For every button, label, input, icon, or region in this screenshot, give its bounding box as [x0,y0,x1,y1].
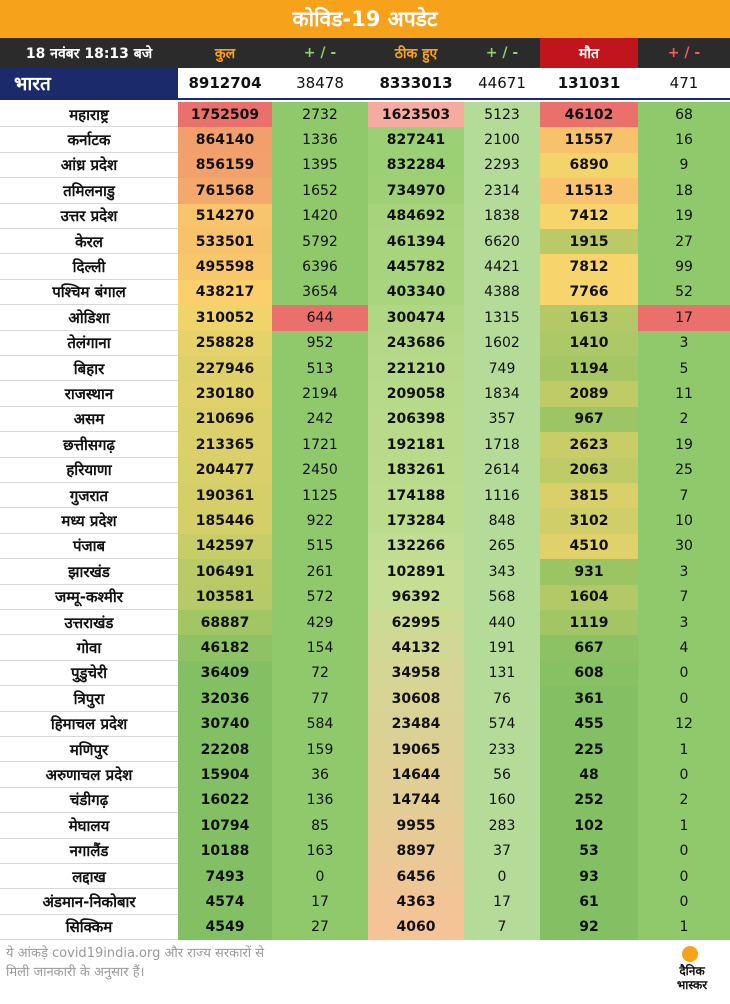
row-8-state-name: पश्चिम बंगाल [0,280,178,305]
row-9-cases-delta: 644 [272,305,368,330]
row-21-cases: 68887 [178,610,272,635]
row-4-deaths-delta: 18 [638,178,730,203]
row-15-deaths: 2063 [540,458,638,483]
row-7-recovered: 445782 [368,254,464,279]
row-17-deaths: 3102 [540,508,638,533]
row-2-state-name: कर्नाटक [0,127,178,152]
row-13-state-name: असम [0,407,178,432]
row-26-state-name: मणिपुर [0,737,178,762]
header-recovered: ठीक हुए [368,38,464,68]
row-17-cases: 185446 [178,508,272,533]
row-20-deaths-delta: 7 [638,585,730,610]
row-2-cases: 864140 [178,127,272,152]
row-4-recovered: 734970 [368,178,464,203]
row-27-deaths: 48 [540,762,638,787]
row-25-state-name: हिमाचल प्रदेश [0,712,178,737]
row-4-deaths: 11513 [540,178,638,203]
row-23-recovered: 34958 [368,661,464,686]
row-17-recovered-delta: 848 [464,508,540,533]
row-21-deaths-delta: 3 [638,610,730,635]
row-3-cases-delta: 1395 [272,153,368,178]
row-17-deaths-delta: 10 [638,508,730,533]
row-27-cases-delta: 36 [272,762,368,787]
row-15-state-name: हरियाणा [0,458,178,483]
row-32-recovered: 4363 [368,889,464,914]
row-10-deaths-delta: 3 [638,331,730,356]
row-25-recovered-delta: 574 [464,712,540,737]
row-10-cases-delta: 952 [272,331,368,356]
row-24-recovered-delta: 76 [464,686,540,711]
row-28-deaths: 252 [540,788,638,813]
brand-name [660,964,724,992]
row-28-deaths-delta: 2 [638,788,730,813]
row-21-cases-delta: 429 [272,610,368,635]
row-32-cases: 4574 [178,889,272,914]
row-5-state-name: उत्तर प्रदेश [0,204,178,229]
covid-table [0,38,730,944]
row-11-recovered: 221210 [368,356,464,381]
row-16-state-name: गुजरात [0,483,178,508]
row-8-cases-delta: 3654 [272,280,368,305]
row-19-deaths: 931 [540,559,638,584]
row-6-recovered: 461394 [368,229,464,254]
row-21-deaths: 1119 [540,610,638,635]
header-recovered-delta: + / - [464,38,540,68]
row-24-recovered: 30608 [368,686,464,711]
row-20-cases: 103581 [178,585,272,610]
source-note [6,944,366,982]
row-32-deaths: 61 [540,889,638,914]
row-30-cases: 10188 [178,839,272,864]
india-deaths-delta: 471 [638,68,730,100]
row-14-recovered: 192181 [368,432,464,457]
row-18-state-name: पंजाब [0,534,178,559]
row-23-deaths: 608 [540,661,638,686]
row-20-recovered-delta: 568 [464,585,540,610]
row-25-deaths-delta: 12 [638,712,730,737]
header-deaths-delta: + / - [638,38,730,68]
row-25-recovered: 23484 [368,712,464,737]
row-16-recovered-delta: 1116 [464,483,540,508]
row-29-cases-delta: 85 [272,813,368,838]
row-22-state-name: गोवा [0,635,178,660]
row-32-cases-delta: 17 [272,889,368,914]
source-note-line-2: मिली जानकारी के अनुसार हैं। [6,965,145,980]
row-14-recovered-delta: 1718 [464,432,540,457]
row-30-recovered-delta: 37 [464,839,540,864]
row-32-recovered-delta: 17 [464,889,540,914]
row-27-cases: 15904 [178,762,272,787]
row-6-deaths-delta: 27 [638,229,730,254]
row-22-recovered-delta: 191 [464,635,540,660]
row-30-state-name: नगालैंड [0,839,178,864]
row-4-state-name: तमिलनाडु [0,178,178,203]
row-1-deaths: 46102 [540,102,638,127]
row-16-cases-delta: 1125 [272,483,368,508]
row-20-deaths: 1604 [540,585,638,610]
row-33-deaths-delta: 1 [638,915,730,940]
row-11-deaths: 1194 [540,356,638,381]
row-14-cases-delta: 1721 [272,432,368,457]
row-26-recovered-delta: 233 [464,737,540,762]
row-10-state-name: तेलंगाना [0,331,178,356]
row-23-deaths-delta: 0 [638,661,730,686]
row-19-recovered-delta: 343 [464,559,540,584]
row-15-deaths-delta: 25 [638,458,730,483]
row-7-recovered-delta: 4421 [464,254,540,279]
row-18-cases: 142597 [178,534,272,559]
row-1-deaths-delta: 68 [638,102,730,127]
row-1-state-name: महाराष्ट्र [0,102,178,127]
row-1-cases: 1752509 [178,102,272,127]
row-23-recovered-delta: 131 [464,661,540,686]
row-1-cases-delta: 2732 [272,102,368,127]
row-15-cases-delta: 2450 [272,458,368,483]
row-19-cases: 106491 [178,559,272,584]
row-29-deaths-delta: 1 [638,813,730,838]
row-5-cases: 514270 [178,204,272,229]
row-4-recovered-delta: 2314 [464,178,540,203]
row-29-cases: 10794 [178,813,272,838]
row-6-state-name: केरल [0,229,178,254]
row-28-cases: 16022 [178,788,272,813]
row-25-cases-delta: 584 [272,712,368,737]
row-6-recovered-delta: 6620 [464,229,540,254]
row-8-cases: 438217 [178,280,272,305]
row-4-cases: 761568 [178,178,272,203]
row-2-cases-delta: 1336 [272,127,368,152]
header-deaths: मौत [540,38,638,68]
row-22-cases: 46182 [178,635,272,660]
row-19-state-name: झारखंड [0,559,178,584]
row-22-deaths-delta: 4 [638,635,730,660]
row-18-deaths: 4510 [540,534,638,559]
row-2-deaths: 11557 [540,127,638,152]
row-26-deaths-delta: 1 [638,737,730,762]
row-29-recovered-delta: 283 [464,813,540,838]
row-11-cases: 227946 [178,356,272,381]
row-29-state-name: मेघालय [0,813,178,838]
row-3-deaths: 6890 [540,153,638,178]
row-24-deaths: 361 [540,686,638,711]
row-27-recovered: 14644 [368,762,464,787]
row-22-deaths: 667 [540,635,638,660]
row-27-deaths-delta: 0 [638,762,730,787]
row-28-cases-delta: 136 [272,788,368,813]
row-8-recovered: 403340 [368,280,464,305]
row-5-deaths: 7412 [540,204,638,229]
row-3-state-name: आंध्र प्रदेश [0,153,178,178]
row-26-recovered: 19065 [368,737,464,762]
row-10-recovered-delta: 1602 [464,331,540,356]
row-28-recovered-delta: 160 [464,788,540,813]
india-recovered: 8333013 [368,68,464,100]
row-5-deaths-delta: 19 [638,204,730,229]
row-31-cases-delta: 0 [272,864,368,889]
row-3-cases: 856159 [178,153,272,178]
brand-line-2: भास्कर [676,978,708,992]
row-7-cases: 495598 [178,254,272,279]
india-cases-delta: 38478 [272,68,368,100]
row-10-cases: 258828 [178,331,272,356]
row-7-deaths-delta: 99 [638,254,730,279]
row-4-cases-delta: 1652 [272,178,368,203]
row-27-recovered-delta: 56 [464,762,540,787]
row-30-recovered: 8897 [368,839,464,864]
row-24-deaths-delta: 0 [638,686,730,711]
row-22-cases-delta: 154 [272,635,368,660]
row-divider [0,939,178,940]
row-25-cases: 30740 [178,712,272,737]
row-15-recovered: 183261 [368,458,464,483]
row-28-state-name: चंडीगढ़ [0,788,178,813]
row-26-cases: 22208 [178,737,272,762]
row-9-deaths: 1613 [540,305,638,330]
row-22-recovered: 44132 [368,635,464,660]
row-8-deaths-delta: 52 [638,280,730,305]
row-20-state-name: जम्मू-कश्मीर [0,585,178,610]
row-19-cases-delta: 261 [272,559,368,584]
row-31-state-name: लद्दाख [0,864,178,889]
row-33-cases: 4549 [178,915,272,940]
row-33-cases-delta: 27 [272,915,368,940]
row-24-cases-delta: 77 [272,686,368,711]
row-17-state-name: मध्य प्रदेश [0,508,178,533]
header-cases: कुल [178,38,272,68]
row-23-state-name: पुडुचेरी [0,661,178,686]
row-7-state-name: दिल्ली [0,254,178,279]
row-13-cases-delta: 242 [272,407,368,432]
row-30-deaths-delta: 0 [638,839,730,864]
row-24-cases: 32036 [178,686,272,711]
row-11-deaths-delta: 5 [638,356,730,381]
row-31-recovered: 6456 [368,864,464,889]
row-18-deaths-delta: 30 [638,534,730,559]
row-26-deaths: 225 [540,737,638,762]
row-2-recovered-delta: 2100 [464,127,540,152]
row-25-deaths: 455 [540,712,638,737]
row-15-cases: 204477 [178,458,272,483]
row-11-recovered-delta: 749 [464,356,540,381]
row-10-deaths: 1410 [540,331,638,356]
row-17-recovered: 173284 [368,508,464,533]
row-33-recovered: 4060 [368,915,464,940]
row-2-recovered: 827241 [368,127,464,152]
india-name: भारत [0,68,178,100]
row-9-recovered: 300474 [368,305,464,330]
row-24-state-name: त्रिपुरा [0,686,178,711]
row-18-recovered-delta: 265 [464,534,540,559]
row-9-recovered-delta: 1315 [464,305,540,330]
row-33-recovered-delta: 7 [464,915,540,940]
row-16-recovered: 174188 [368,483,464,508]
row-16-cases: 190361 [178,483,272,508]
row-21-recovered: 62995 [368,610,464,635]
row-30-cases-delta: 163 [272,839,368,864]
row-6-deaths: 1915 [540,229,638,254]
row-32-deaths-delta: 0 [638,889,730,914]
row-15-recovered-delta: 2614 [464,458,540,483]
row-8-deaths: 7766 [540,280,638,305]
row-6-cases: 533501 [178,229,272,254]
row-17-cases-delta: 922 [272,508,368,533]
row-30-deaths: 53 [540,839,638,864]
row-1-recovered: 1623503 [368,102,464,127]
row-26-cases-delta: 159 [272,737,368,762]
row-31-deaths-delta: 0 [638,864,730,889]
row-6-cases-delta: 5792 [272,229,368,254]
row-14-state-name: छत्तीसगढ़ [0,432,178,457]
row-12-recovered-delta: 1834 [464,381,540,406]
row-19-recovered: 102891 [368,559,464,584]
brand-logo [660,946,724,1000]
page-title: कोविड-19 अपडेट [0,0,730,38]
row-18-recovered: 132266 [368,534,464,559]
row-13-recovered: 206398 [368,407,464,432]
row-21-state-name: उत्तराखंड [0,610,178,635]
row-7-deaths: 7812 [540,254,638,279]
header-date: 18 नवंबर 18:13 बजे [0,38,178,68]
row-20-recovered: 96392 [368,585,464,610]
row-2-deaths-delta: 16 [638,127,730,152]
brand-line-1: दैनिक [679,964,705,978]
source-note-line-1: ये आंकड़े covid19india.org और राज्य सरकारों से [6,946,265,961]
row-12-cases: 230180 [178,381,272,406]
india-recovered-delta: 44671 [464,68,540,100]
row-11-cases-delta: 513 [272,356,368,381]
row-20-cases-delta: 572 [272,585,368,610]
row-14-deaths-delta: 19 [638,432,730,457]
row-31-cases: 7493 [178,864,272,889]
row-32-state-name: अंडमान-निकोबार [0,889,178,914]
row-9-cases: 310052 [178,305,272,330]
header-cases-delta: + / - [272,38,368,68]
row-29-recovered: 9955 [368,813,464,838]
row-16-deaths-delta: 7 [638,483,730,508]
row-16-deaths: 3815 [540,483,638,508]
row-19-deaths-delta: 3 [638,559,730,584]
row-3-recovered: 832284 [368,153,464,178]
row-33-deaths: 92 [540,915,638,940]
row-23-cases: 36409 [178,661,272,686]
row-8-recovered-delta: 4388 [464,280,540,305]
row-9-state-name: ओडिशा [0,305,178,330]
row-1-recovered-delta: 5123 [464,102,540,127]
row-13-deaths-delta: 2 [638,407,730,432]
row-11-state-name: बिहार [0,356,178,381]
row-14-cases: 213365 [178,432,272,457]
row-5-cases-delta: 1420 [272,204,368,229]
row-31-deaths: 93 [540,864,638,889]
row-10-recovered: 243686 [368,331,464,356]
row-33-state-name: सिक्किम [0,915,178,940]
row-14-deaths: 2623 [540,432,638,457]
sun-icon [682,946,698,962]
row-12-deaths: 2089 [540,381,638,406]
row-13-recovered-delta: 357 [464,407,540,432]
row-12-recovered: 209058 [368,381,464,406]
row-27-state-name: अरुणाचल प्रदेश [0,762,178,787]
row-12-deaths-delta: 11 [638,381,730,406]
row-18-cases-delta: 515 [272,534,368,559]
row-23-cases-delta: 72 [272,661,368,686]
row-12-cases-delta: 2194 [272,381,368,406]
row-13-cases: 210696 [178,407,272,432]
row-28-recovered: 14744 [368,788,464,813]
row-9-deaths-delta: 17 [638,305,730,330]
row-3-deaths-delta: 9 [638,153,730,178]
row-3-recovered-delta: 2293 [464,153,540,178]
row-29-deaths: 102 [540,813,638,838]
row-5-recovered: 484692 [368,204,464,229]
row-5-recovered-delta: 1838 [464,204,540,229]
row-12-state-name: राजस्थान [0,381,178,406]
row-21-recovered-delta: 440 [464,610,540,635]
row-7-cases-delta: 6396 [272,254,368,279]
row-13-deaths: 967 [540,407,638,432]
india-cases: 8912704 [178,68,272,100]
india-deaths: 131031 [540,68,638,100]
row-31-recovered-delta: 0 [464,864,540,889]
